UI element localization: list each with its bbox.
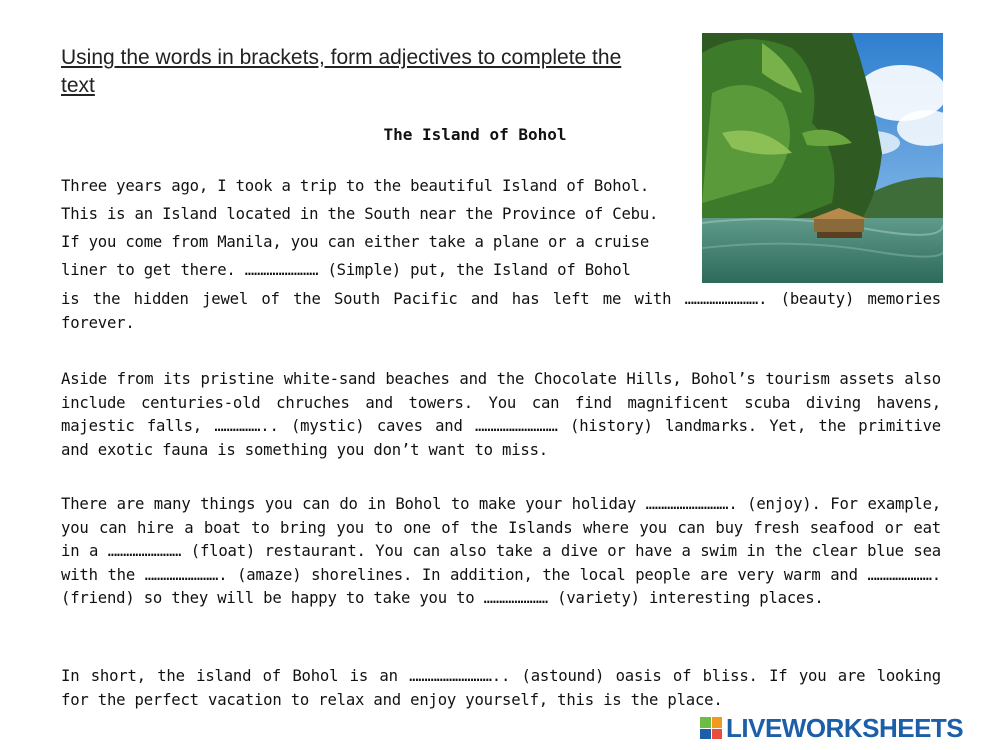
paragraph-2: Aside from its pristine white-sand beaches and the Chocolate Hills, Bohol’s tourism assets also include centuries-old chruches and towers. You can find magnificent scuba diving havens, majestic falls, …………….. (mystic) caves and ……………………… (history) landmarks. Yet, the primitive and exotic fauna is something you don’t want to miss. (61, 370, 941, 459)
paragraph-3: There are many things you can do in Bohol to make your holiday ………………………. (enjoy). For example, you can hire a boat to bring you to one of the Islands where you can buy fresh seafood or eat in a …………………… (float) restaurant. You can also take a dive or have a swim in the clear blue sea with the ……………………. (amaze) shorelines. In addition, the local people are very warm and …………………. (friend) so they will be happy to take you to ………………… (variety) interesting places. (61, 495, 941, 607)
para1-line-4: liner to get there. …………………… (Simple) put, the Island of Bohol (61, 261, 631, 279)
instructions-heading: Using the words in brackets, form adjectives to complete the text (61, 46, 622, 97)
liveworksheets-logo (700, 714, 963, 742)
worksheet-title: The Island of Bohol (383, 125, 567, 144)
paragraph-4: In short, the island of Bohol is an ……………………….. (astound) oasis of bliss. If you are looking for the perfect vacation to relax and enjoy yourself, this is the place. (61, 667, 941, 709)
bohol-river-photo (702, 33, 943, 283)
paragraph-1-continuation: is the hidden jewel of the South Pacific and has left me with ……………………. (beauty) memories forever. (61, 290, 941, 332)
para1-line-3: If you come from Manila, you can either take a plane or a cruise (61, 233, 650, 251)
para1-line-2: This is an Island located in the South near the Province of Cebu. (61, 205, 659, 223)
para1-line-1: Three years ago, I took a trip to the beautiful Island of Bohol. (61, 177, 650, 195)
logo-text: LIVEWORKSHEETS (726, 712, 964, 743)
logo-icon (700, 717, 722, 739)
